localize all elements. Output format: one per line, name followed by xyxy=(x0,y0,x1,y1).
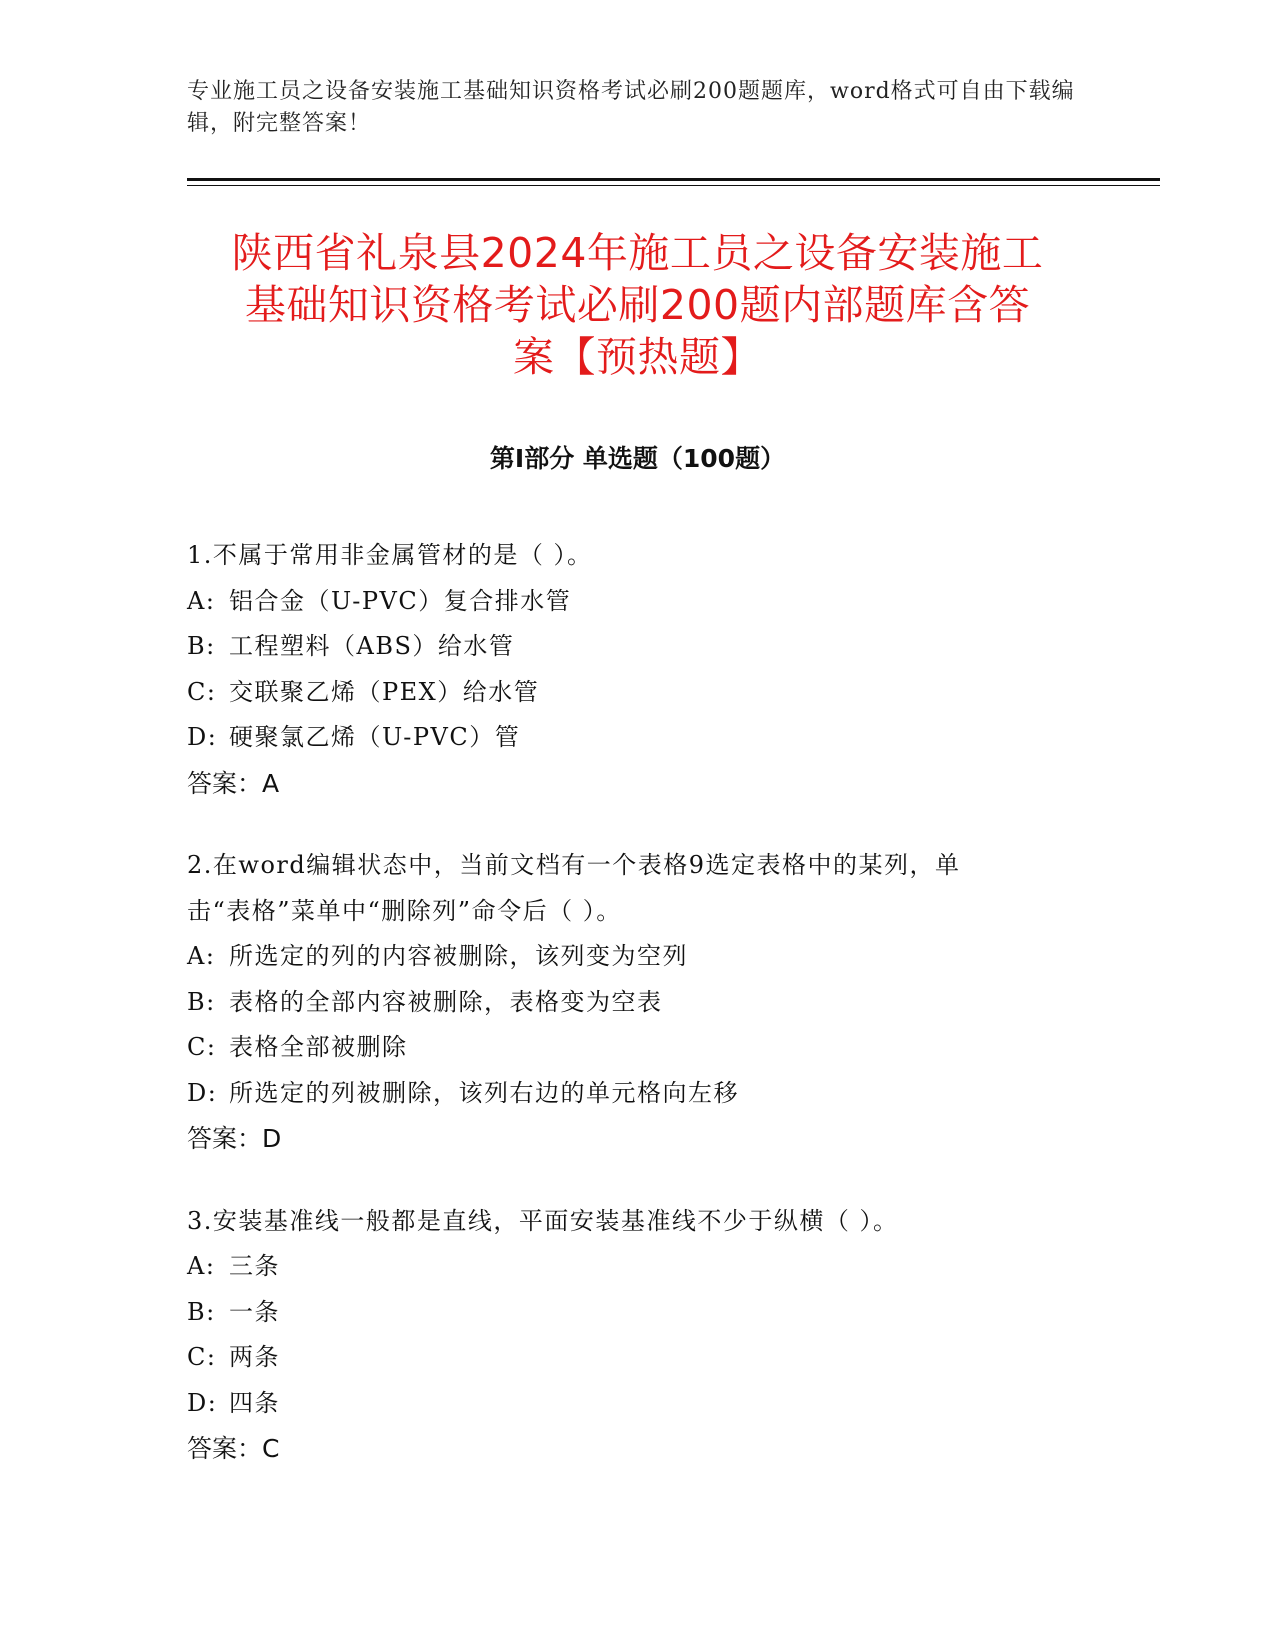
document-title xyxy=(150,227,1125,383)
question-list xyxy=(187,533,1087,1509)
question-stem: 3.安装基准线一般都是直线，平面安装基准线不少于纵横（ ）。 xyxy=(187,1206,899,1235)
option-text: 四条 xyxy=(229,1388,280,1417)
option-text: 交联聚乙烯（PEX）给水管 xyxy=(229,677,540,706)
question-stem: 击“表格”菜单中“删除列”命令后（ ）。 xyxy=(187,896,622,925)
option-a xyxy=(187,1244,1087,1290)
option-c xyxy=(187,670,1087,716)
option-d xyxy=(187,715,1087,761)
option-c xyxy=(187,1335,1087,1381)
option-letter: A: xyxy=(187,942,216,970)
question-stem: 1.不属于常用非金属管材的是（ ）。 xyxy=(187,541,593,569)
question-2 xyxy=(187,843,1087,1162)
option-letter: D: xyxy=(187,1388,218,1417)
option-letter: B: xyxy=(187,632,216,660)
option-text: 一条 xyxy=(229,1297,280,1326)
header-divider-thick xyxy=(187,178,1160,181)
option-a xyxy=(187,579,1087,625)
answer: 答案：C xyxy=(187,1434,280,1463)
title-line: 陕西省礼泉县2024年施工员之设备安装施工 xyxy=(231,229,1044,277)
option-letter: A: xyxy=(187,1252,216,1280)
option-b xyxy=(187,980,1087,1026)
option-letter: C: xyxy=(187,1033,217,1061)
question-3 xyxy=(187,1199,1087,1472)
option-text: 所选定的列被删除，该列右边的单元格向左移 xyxy=(229,1078,739,1107)
option-text: 硬聚氯乙烯（U-PVC）管 xyxy=(229,723,521,751)
option-text: 工程塑料（ABS）给水管 xyxy=(229,632,515,660)
option-letter: D: xyxy=(187,723,218,751)
option-letter: C: xyxy=(187,1343,217,1371)
option-letter: D: xyxy=(187,1078,218,1107)
option-b xyxy=(187,1290,1087,1336)
option-text: 表格的全部内容被删除，表格变为空表 xyxy=(229,987,663,1016)
title-line: 案【预热题】 xyxy=(513,333,762,381)
option-text: 两条 xyxy=(229,1343,280,1371)
option-text: 表格全部被删除 xyxy=(229,1033,408,1061)
section-heading: 第Ⅰ部分 单选题（100题） xyxy=(489,444,786,473)
option-d xyxy=(187,1071,1087,1117)
question-1 xyxy=(187,533,1087,806)
option-c xyxy=(187,1025,1087,1071)
option-text: 所选定的列的内容被删除，该列变为空列 xyxy=(229,942,688,970)
option-text: 三条 xyxy=(229,1252,280,1280)
option-letter: B: xyxy=(187,1297,216,1326)
question-stem: 2.在word编辑状态中，当前文档有一个表格9选定表格中的某列，单 xyxy=(187,851,961,879)
option-text: 铝合金（U-PVC）复合排水管 xyxy=(229,586,572,615)
option-letter: A: xyxy=(187,586,216,615)
header-divider-thin xyxy=(187,185,1160,186)
title-line: 基础知识资格考试必刷200题内部题库含答 xyxy=(244,281,1031,329)
answer: 答案：A xyxy=(187,768,280,798)
option-a xyxy=(187,934,1087,980)
option-letter: B: xyxy=(187,987,216,1016)
answer: 答案：D xyxy=(187,1124,282,1153)
header-note: 专业施工员之设备安装施工基础知识资格考试必刷200题题库，word格式可自由下载编辑，附完整答案！ xyxy=(187,79,1075,136)
option-letter: C: xyxy=(187,677,217,706)
option-d xyxy=(187,1381,1087,1427)
option-b xyxy=(187,624,1087,670)
